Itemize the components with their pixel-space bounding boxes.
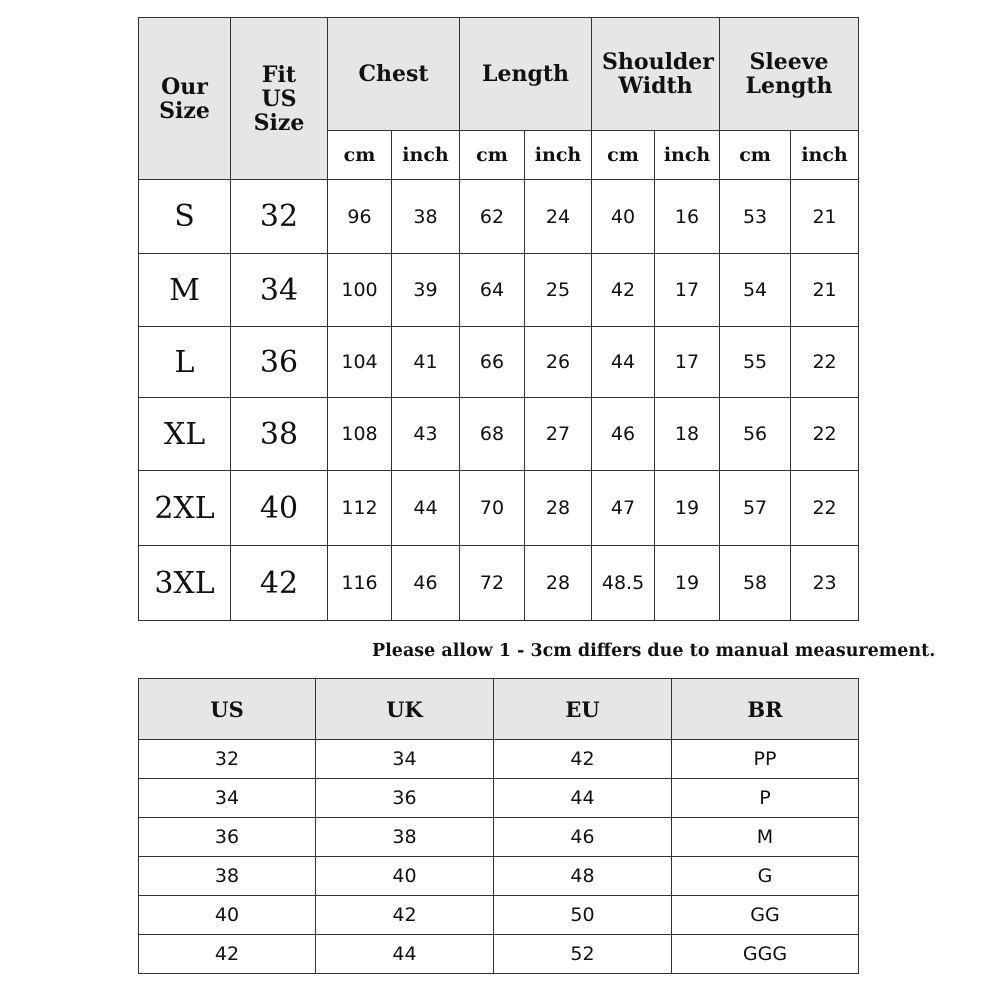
uk-cell: 44 xyxy=(316,935,494,974)
chest-inch-cell: 43 xyxy=(392,398,460,471)
unit-length-inch: inch xyxy=(525,131,592,180)
conversion-row xyxy=(139,896,859,935)
chest-cm-cell: 112 xyxy=(328,471,392,546)
us-cell: 42 xyxy=(139,935,316,974)
size-conversion-table xyxy=(138,678,859,974)
length-cm-cell: 70 xyxy=(460,471,525,546)
unit-length-cm: cm xyxy=(460,131,525,180)
unit-sleeve-cm: cm xyxy=(720,131,791,180)
sleeve-cm-cell: 56 xyxy=(720,398,791,471)
fit-us-size-cell: 32 xyxy=(231,180,328,254)
shoulder-cm-cell: 46 xyxy=(592,398,655,471)
length-inch-cell: 28 xyxy=(525,546,592,621)
header-br: BR xyxy=(672,679,859,740)
chest-inch-cell: 38 xyxy=(392,180,460,254)
our-size-cell: L xyxy=(139,327,231,398)
header-our-size: Our Size xyxy=(139,18,231,180)
header-uk: UK xyxy=(316,679,494,740)
length-cm-cell: 62 xyxy=(460,180,525,254)
sleeve-inch-cell: 23 xyxy=(791,546,859,621)
us-cell: 40 xyxy=(139,896,316,935)
size-row xyxy=(139,254,859,327)
unit-shoulder-inch: inch xyxy=(655,131,720,180)
sleeve-inch-cell: 21 xyxy=(791,254,859,327)
eu-cell: 50 xyxy=(494,896,672,935)
fit-us-size-cell: 34 xyxy=(231,254,328,327)
chest-cm-cell: 100 xyxy=(328,254,392,327)
br-cell: M xyxy=(672,818,859,857)
shoulder-inch-cell: 19 xyxy=(655,471,720,546)
length-inch-cell: 28 xyxy=(525,471,592,546)
chest-inch-cell: 44 xyxy=(392,471,460,546)
our-size-cell: 3XL xyxy=(139,546,231,621)
sleeve-cm-cell: 54 xyxy=(720,254,791,327)
br-cell: GGG xyxy=(672,935,859,974)
size-row xyxy=(139,327,859,398)
uk-cell: 40 xyxy=(316,857,494,896)
us-cell: 34 xyxy=(139,779,316,818)
sleeve-cm-cell: 55 xyxy=(720,327,791,398)
length-cm-cell: 66 xyxy=(460,327,525,398)
header-fit-us-size: Fit US Size xyxy=(231,18,328,180)
sleeve-inch-cell: 22 xyxy=(791,471,859,546)
our-size-cell: M xyxy=(139,254,231,327)
length-inch-cell: 27 xyxy=(525,398,592,471)
chest-cm-cell: 104 xyxy=(328,327,392,398)
unit-sleeve-inch: inch xyxy=(791,131,859,180)
header-chest: Chest xyxy=(328,18,460,131)
uk-cell: 34 xyxy=(316,740,494,779)
shoulder-inch-cell: 18 xyxy=(655,398,720,471)
br-cell: GG xyxy=(672,896,859,935)
length-inch-cell: 25 xyxy=(525,254,592,327)
shoulder-cm-cell: 42 xyxy=(592,254,655,327)
conversion-row xyxy=(139,857,859,896)
length-cm-cell: 68 xyxy=(460,398,525,471)
header-length: Length xyxy=(460,18,592,131)
shoulder-cm-cell: 47 xyxy=(592,471,655,546)
our-size-cell: 2XL xyxy=(139,471,231,546)
br-cell: G xyxy=(672,857,859,896)
header-sleeve-length: Sleeve Length xyxy=(720,18,859,131)
br-cell: P xyxy=(672,779,859,818)
length-inch-cell: 26 xyxy=(525,327,592,398)
fit-us-size-cell: 40 xyxy=(231,471,328,546)
chest-inch-cell: 41 xyxy=(392,327,460,398)
shoulder-cm-cell: 40 xyxy=(592,180,655,254)
br-cell: PP xyxy=(672,740,859,779)
length-cm-cell: 72 xyxy=(460,546,525,621)
fit-us-size-cell: 38 xyxy=(231,398,328,471)
chest-inch-cell: 46 xyxy=(392,546,460,621)
fit-us-size-cell: 36 xyxy=(231,327,328,398)
shoulder-inch-cell: 16 xyxy=(655,180,720,254)
length-cm-cell: 64 xyxy=(460,254,525,327)
us-cell: 36 xyxy=(139,818,316,857)
our-size-cell: S xyxy=(139,180,231,254)
sleeve-inch-cell: 21 xyxy=(791,180,859,254)
length-inch-cell: 24 xyxy=(525,180,592,254)
sleeve-inch-cell: 22 xyxy=(791,398,859,471)
measurement-note: Please allow 1 - 3cm differs due to manual measurement. xyxy=(372,641,936,661)
shoulder-cm-cell: 44 xyxy=(592,327,655,398)
size-chart-table xyxy=(138,17,859,621)
sleeve-cm-cell: 58 xyxy=(720,546,791,621)
unit-chest-inch: inch xyxy=(392,131,460,180)
header-shoulder-width: Shoulder Width xyxy=(592,18,720,131)
uk-cell: 38 xyxy=(316,818,494,857)
header-us: US xyxy=(139,679,316,740)
chest-cm-cell: 116 xyxy=(328,546,392,621)
our-size-cell: XL xyxy=(139,398,231,471)
shoulder-inch-cell: 17 xyxy=(655,327,720,398)
eu-cell: 44 xyxy=(494,779,672,818)
eu-cell: 48 xyxy=(494,857,672,896)
eu-cell: 52 xyxy=(494,935,672,974)
conversion-row xyxy=(139,779,859,818)
sleeve-cm-cell: 57 xyxy=(720,471,791,546)
uk-cell: 36 xyxy=(316,779,494,818)
shoulder-cm-cell: 48.5 xyxy=(592,546,655,621)
size-row xyxy=(139,398,859,471)
unit-chest-cm: cm xyxy=(328,131,392,180)
size-row xyxy=(139,471,859,546)
unit-shoulder-cm: cm xyxy=(592,131,655,180)
chest-cm-cell: 108 xyxy=(328,398,392,471)
sleeve-cm-cell: 53 xyxy=(720,180,791,254)
chest-inch-cell: 39 xyxy=(392,254,460,327)
sleeve-inch-cell: 22 xyxy=(791,327,859,398)
conversion-row xyxy=(139,935,859,974)
size-row xyxy=(139,546,859,621)
us-cell: 38 xyxy=(139,857,316,896)
conversion-row xyxy=(139,740,859,779)
us-cell: 32 xyxy=(139,740,316,779)
eu-cell: 42 xyxy=(494,740,672,779)
fit-us-size-cell: 42 xyxy=(231,546,328,621)
shoulder-inch-cell: 17 xyxy=(655,254,720,327)
eu-cell: 46 xyxy=(494,818,672,857)
conversion-row xyxy=(139,818,859,857)
shoulder-inch-cell: 19 xyxy=(655,546,720,621)
size-row xyxy=(139,180,859,254)
uk-cell: 42 xyxy=(316,896,494,935)
header-eu: EU xyxy=(494,679,672,740)
chest-cm-cell: 96 xyxy=(328,180,392,254)
